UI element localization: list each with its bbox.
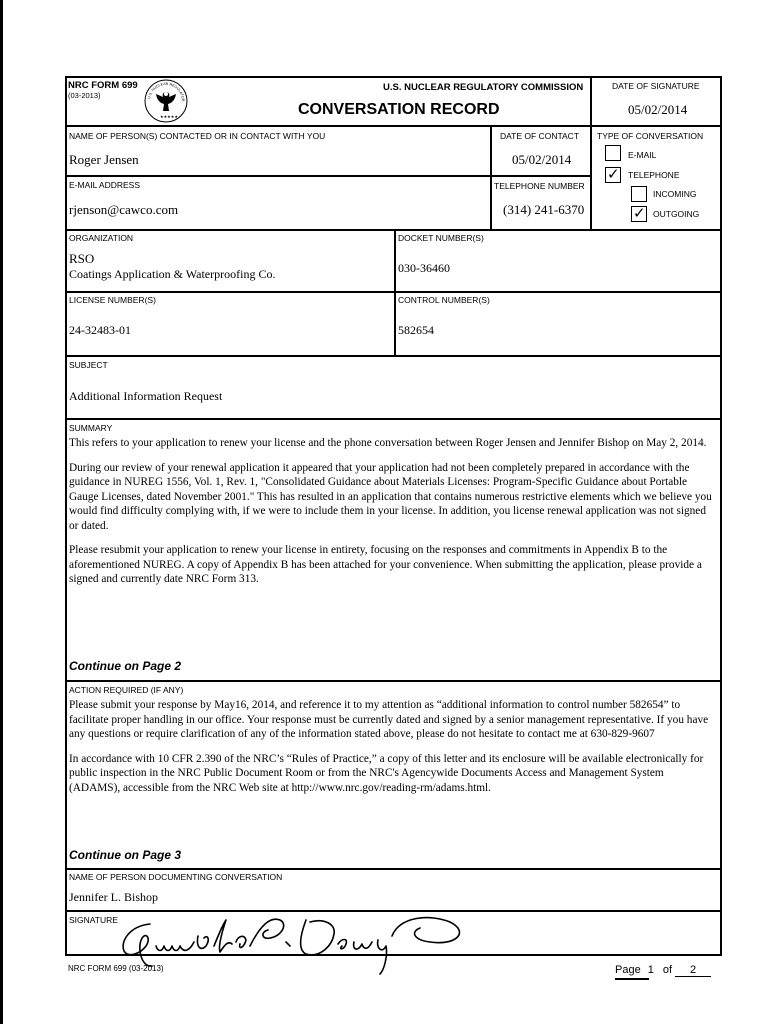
continue-page-3: Continue on Page 3 bbox=[69, 848, 182, 862]
license-value: 24-32483-01 bbox=[69, 323, 131, 337]
handwritten-signature bbox=[110, 906, 480, 976]
outgoing-check-mark: ✓ bbox=[633, 204, 646, 222]
page-number: 1 bbox=[647, 964, 654, 976]
telephone-checkbox[interactable] bbox=[605, 167, 621, 183]
signature-date-value: 05/02/2014 bbox=[628, 102, 688, 117]
svg-text:U.S. NUCLEAR REGULATORY COMMIS: U.S. NUCLEAR REGULATOR bbox=[147, 81, 186, 102]
docket-value: 030-36460 bbox=[398, 261, 450, 275]
page-total: 2 bbox=[675, 964, 711, 977]
nrc-seal bbox=[143, 78, 189, 124]
control-label: CONTROL NUMBER(S) bbox=[398, 295, 490, 305]
contact-name-label: NAME OF PERSON(S) CONTACTED OR IN CONTACT WITH YOU bbox=[69, 131, 326, 141]
action-body bbox=[69, 698, 717, 805]
organization-line2: Coatings Application & Waterproofing Co. bbox=[69, 267, 276, 281]
docket-label: DOCKET NUMBER(S) bbox=[398, 233, 484, 243]
rule-header bbox=[65, 125, 722, 127]
action-label: ACTION REQUIRED (IF ANY) bbox=[69, 685, 184, 695]
footer-form-id: NRC FORM 699 (03-2013) bbox=[68, 964, 164, 973]
form-id-date: (03-2013) bbox=[68, 91, 101, 100]
divider-contact bbox=[490, 125, 492, 230]
organization-line1: RSO bbox=[69, 251, 95, 266]
page-label: Page bbox=[615, 964, 641, 976]
phone-value: (314) 241-6370 bbox=[503, 202, 585, 217]
signature-date-label: DATE OF SIGNATURE bbox=[612, 81, 700, 91]
documenter-label: NAME OF PERSON DOCUMENTING CONVERSATION bbox=[69, 872, 283, 882]
organization-label: ORGANIZATION bbox=[69, 233, 134, 243]
action-paragraph-2: In accordance with 10 CFR 2.390 of the NRC’s “Rules of Practice,” a copy of this letter and its enclosure will be available electronically for public inspection in the NRC Public Document Room or from the NRC's Agencywide Documents Access and Management System (ADAMS), accessible from the NRC Web site at http://www.nrc.gov/reading-rm/adams.html. bbox=[69, 752, 704, 794]
contact-date-label: DATE OF CONTACT bbox=[500, 131, 580, 141]
action-paragraph-1: Please submit your response by May16, 2014, and reference it to my attention as “additional information to control number 582654” to facilitate proper handling in our office. Your response must be currently dated and signed by a senior management representative. If you have any questions or require clarification of any of the information stated above, please do not hesitate to contact me at 630-829-9607 bbox=[69, 699, 709, 740]
phone-label: TELEPHONE NUMBER bbox=[494, 181, 585, 191]
page-number-underline bbox=[615, 978, 649, 980]
rule-email bbox=[65, 175, 592, 177]
control-value: 582654 bbox=[398, 323, 434, 337]
signature-label: SIGNATURE bbox=[69, 915, 118, 925]
incoming-checkbox[interactable] bbox=[631, 186, 647, 202]
svg-text:★★★★★: ★★★★★ bbox=[160, 114, 178, 119]
rule-license bbox=[65, 291, 722, 293]
telephone-check-mark: ✓ bbox=[607, 165, 620, 183]
scan-edge bbox=[0, 0, 3, 1024]
rule-subject bbox=[65, 355, 722, 357]
email-label: E-MAIL ADDRESS bbox=[69, 180, 141, 190]
summary-paragraph-1: This refers to your application to renew your license and the phone conversation between Roger Jensen and Jennifer Bishop on May 2, 2014. bbox=[69, 437, 707, 449]
email-value: rjenson@cawco.com bbox=[69, 202, 179, 217]
summary-body bbox=[69, 436, 717, 597]
summary-label: SUMMARY bbox=[69, 423, 113, 433]
outgoing-checkbox[interactable] bbox=[631, 206, 647, 222]
summary-paragraph-3: Please resubmit your application to renew your license in entirety, focusing on the responses and commitments in Appendix B to the aforementioned NUREG. A copy of Appendix B has been attached for your convenience. When submitting the application, please provide a signed and currently date NRC Form 313. bbox=[69, 544, 702, 585]
telephone-option-label: TELEPHONE bbox=[628, 170, 680, 180]
form-title: CONVERSATION RECORD bbox=[298, 101, 500, 118]
rule-summary bbox=[65, 418, 722, 420]
page-of-label: of bbox=[662, 964, 673, 976]
continue-page-2: Continue on Page 2 bbox=[69, 659, 182, 673]
conversation-type-label: TYPE OF CONVERSATION bbox=[597, 131, 704, 141]
summary-paragraph-2: During our review of your renewal application it appeared that your application had not been completely prepared in accordance with the guidance in NUREG 1556, Vol. 1, Rev. 1, "Consolidated Guidance about Materials Licenses: Program-Specific Guidance about Portable Gauge Licenses, dated November 2001." This has resulted in an application that contains numerous restrictive elements which we believe you would find difficulty complying with, if we were to include them in your license. In addition, you license renewal application was not signed or dated. bbox=[69, 461, 712, 532]
rule-action bbox=[65, 680, 722, 682]
email-option-label: E-MAIL bbox=[628, 150, 657, 160]
outgoing-option-label: OUTGOING bbox=[653, 209, 700, 219]
documenter-name: Jennifer L. Bishop bbox=[69, 890, 158, 904]
contact-name-value: Roger Jensen bbox=[69, 152, 139, 167]
divider-sigdate bbox=[590, 76, 592, 126]
rule-documenter bbox=[65, 868, 722, 870]
incoming-option-label: INCOMING bbox=[653, 189, 697, 199]
page-indicator bbox=[615, 964, 711, 977]
agency-name: U.S. NUCLEAR REGULATORY COMMISSION bbox=[383, 82, 584, 93]
contact-date-value: 05/02/2014 bbox=[512, 152, 572, 167]
email-checkbox[interactable] bbox=[605, 145, 621, 161]
divider-type bbox=[590, 125, 592, 230]
subject-label: SUBJECT bbox=[69, 360, 108, 370]
subject-value: Additional Information Request bbox=[69, 389, 223, 403]
license-label: LICENSE NUMBER(S) bbox=[69, 295, 156, 305]
form-id-label: NRC FORM 699 bbox=[68, 80, 138, 91]
frame-left bbox=[65, 76, 67, 956]
frame-right bbox=[720, 76, 722, 956]
